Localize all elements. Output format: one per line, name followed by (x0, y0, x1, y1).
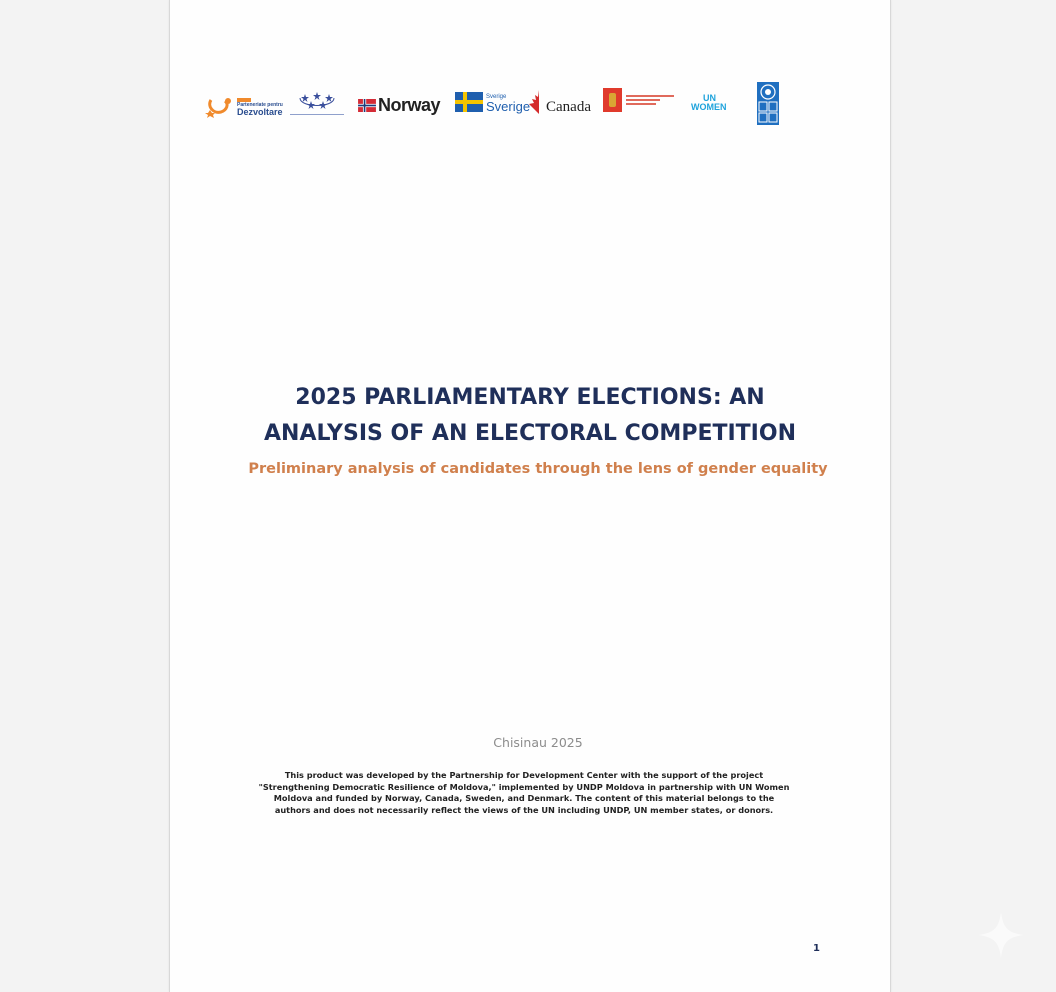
document-subtitle: Preliminary analysis of candidates through the lens of gender equality (248, 461, 828, 477)
norway-flag-icon (358, 99, 376, 112)
partner-logos (205, 82, 785, 126)
logo-canada (527, 88, 591, 116)
title-line-2: ANALYSIS OF AN ELECTORAL COMPETITION (264, 421, 796, 446)
logo-ministry (603, 88, 674, 112)
undp-logo-icon (757, 82, 779, 125)
disclaimer-text: This product was developed by the Partnership for Development Center with the support of the project "Strengthening Democratic Resilience of Moldova," implemented by UNDP Moldova in partnership with UN Women Moldova and funded by Norway, Canada, Sweden, and Denmark. The content of this material belongs to the authors and does not necessarily reflect the views of the UN including UNDP, UN member states, or donors. (258, 770, 790, 815)
logo-sverige (455, 92, 530, 112)
maple-leaf-icon (527, 88, 543, 116)
norway-label: Norway (378, 95, 441, 115)
logo-stars-emblem (290, 90, 344, 115)
un-women-label-bottom: WOMEN (691, 102, 727, 112)
logo-norway (358, 95, 440, 116)
coat-of-arms-icon (603, 88, 622, 112)
canada-label: Canada (546, 99, 591, 115)
sverige-label-small: Sverige (486, 94, 507, 100)
sverige-label: Sverige (486, 99, 531, 114)
page-number: 1 (813, 943, 820, 954)
sweden-flag-icon (455, 92, 483, 112)
logo-un-women (691, 94, 727, 112)
un-women-label-top: UN (703, 93, 716, 103)
logo-partnership-development (205, 96, 283, 118)
stars-circle-icon (297, 90, 337, 112)
logo-text-small: Parteneriate pentru (237, 102, 283, 108)
document-title (170, 380, 890, 452)
title-line-1: 2025 PARLIAMENTARY ELECTIONS: AN (295, 385, 765, 410)
swirl-star-icon (205, 96, 235, 118)
logo-text-big: Dezvoltare (237, 107, 283, 117)
document-page (169, 0, 891, 992)
sparkle-icon (976, 910, 1026, 960)
place-year: Chisinau 2025 (493, 735, 583, 750)
logo-undp (757, 82, 779, 125)
